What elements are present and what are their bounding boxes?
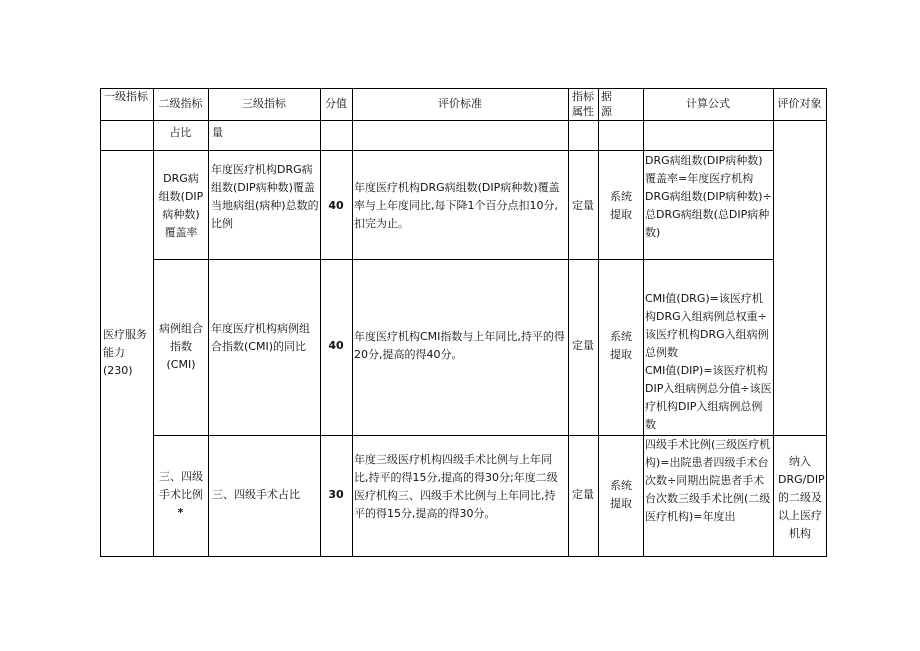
cell-cmi-level3: 年度医疗机构病例组合指数(CMI)的同比 — [211, 322, 310, 353]
header-target: 评价对象 — [777, 97, 822, 110]
cell-cont-level3: 量 — [212, 126, 223, 139]
header-attr: 指标属性 — [572, 90, 594, 118]
cell-surgery-level2: 三、四级手术比例 — [159, 470, 203, 501]
cell-surgery-target: 纳入DRG/DIP的二级及以上医疗机构 — [778, 455, 825, 540]
cell-drg-score: 40 — [328, 199, 344, 212]
cell-surgery-score: 30 — [328, 488, 344, 501]
table-line-col4 — [352, 88, 353, 557]
cell-cmi-criteria: 年度医疗机构CMI指数与上年同比,持平的得20分,提高的得40分。 — [354, 330, 565, 361]
cell-surgery-formula: 四级手术比例(三级医疗机构)=出院患者四级手术台次数÷同期出院患者手术台次数三级手术比例(二级医疗机构)=年度出 — [645, 438, 771, 523]
header-level2: 二级指标 — [158, 97, 203, 110]
cell-surgery-level3: 三、四级手术占比 — [212, 488, 300, 501]
cell-drg-level2: DRG病组数(DIP病种数)覆盖率 — [158, 172, 204, 239]
cell-surgery-criteria: 年度三级医疗机构四级手术比例与上年同比,持平的得15分,提高的得30分;年度二级医疗机构三、四级手术比例与上年同比,持平的得15分,提高的得30分。 — [354, 453, 558, 520]
cell-drg-formula: DRG病组数(DIP病种数)覆盖率=年度医疗机构DRG病组数(DIP病种数)÷总DRG病组数(总DIP病种数) — [645, 154, 772, 239]
cell-cont-level2: 占比 — [169, 126, 192, 139]
table-line-col2 — [208, 88, 209, 557]
header-score: 分值 — [325, 97, 347, 110]
cell-group-level1: 医疗服务能力(230) — [103, 328, 147, 377]
header-formula: 计算公式 — [686, 97, 730, 110]
cell-drg-level3: 年度医疗机构DRG病组数(DIP病种数)覆盖当地病组(病种)总数的比例 — [211, 163, 319, 230]
table-border-left — [100, 88, 101, 557]
cell-surgery-source: 系统提取 — [610, 479, 632, 510]
header-source: 据源 — [601, 90, 612, 118]
table-border-right — [826, 88, 827, 557]
table-line-col7 — [643, 88, 644, 557]
cell-drg-attr: 定量 — [572, 199, 594, 212]
table-line-row2-bottom — [153, 259, 773, 260]
cell-drg-source: 系统提取 — [610, 190, 632, 221]
cell-cmi-formula-drg: CMI值(DRG)=该医疗机构DRG入组病例总权重÷该医疗机构DRG入组病例总例数 — [645, 292, 769, 359]
cell-cmi-formula-dip: CMI值(DIP)=该医疗机构DIP入组病例总分值÷该医疗机构DIP入组病例总例数 — [645, 364, 772, 431]
cell-cmi-source: 系统提取 — [610, 330, 632, 361]
table-border-bottom — [100, 556, 827, 557]
header-level3: 三级指标 — [242, 97, 286, 110]
cell-cmi-attr: 定量 — [572, 339, 594, 352]
header-level1: 一级指标 — [104, 90, 148, 103]
cell-surgery-star: * — [177, 506, 184, 519]
table-line-header-bottom — [100, 120, 827, 121]
table-border-top — [100, 88, 827, 89]
cell-surgery-attr: 定量 — [572, 488, 594, 501]
header-criteria: 评价标准 — [438, 97, 482, 110]
cell-cmi-level2: 病例组合指数(CMI) — [159, 322, 203, 371]
table-line-row1-bottom — [100, 150, 773, 151]
cell-drg-criteria: 年度医疗机构DRG病组数(DIP病种数)覆盖率与上年度同比,每下降1个百分点扣10分,扣完为止。 — [354, 181, 560, 230]
cell-cmi-score: 40 — [328, 339, 344, 352]
